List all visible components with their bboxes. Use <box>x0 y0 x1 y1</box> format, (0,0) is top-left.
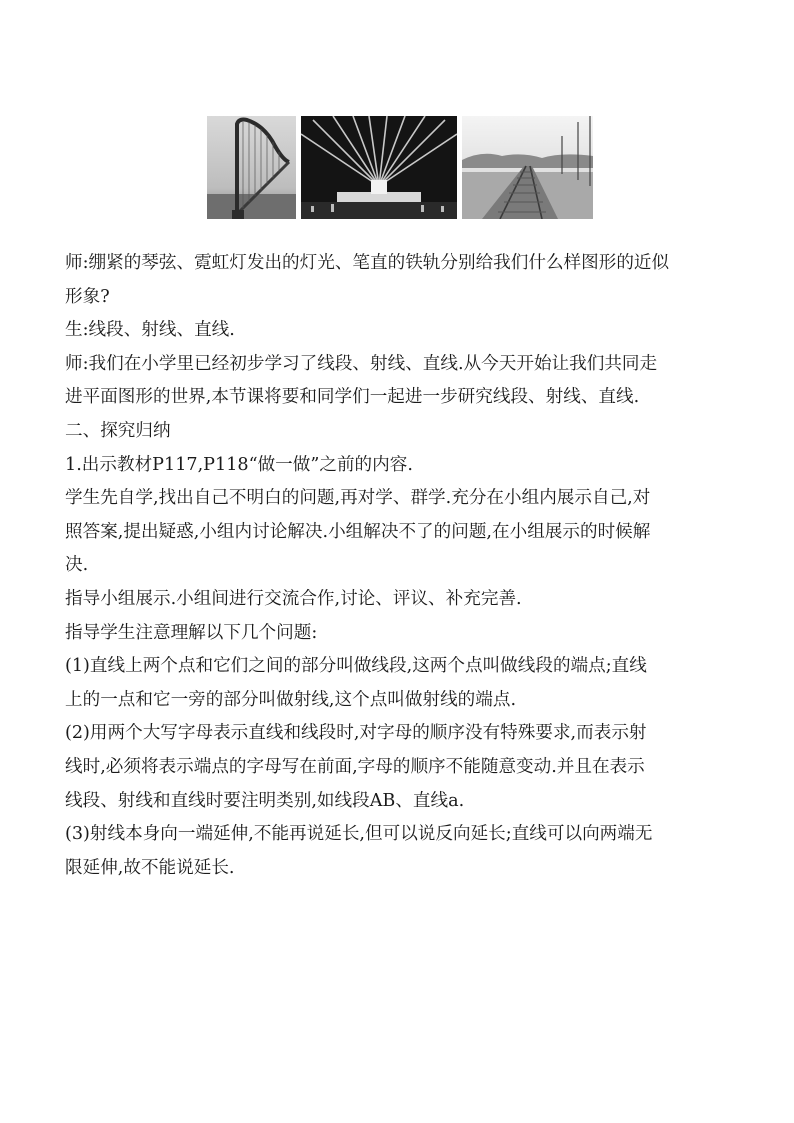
text-line: 指导小组展示.小组间进行交流合作,讨论、评议、补充完善. <box>65 588 522 609</box>
text-line: 学生先自学,找出自己不明白的问题,再对学、群学.充分在小组内展示自己,对 <box>65 488 651 509</box>
text-line: (2)用两个大写字母表示直线和线段时,对字母的顺序没有特殊要求,而表示射 <box>65 723 647 744</box>
text-line: 形象? <box>65 286 110 307</box>
neon-light-beams-photo <box>301 116 457 219</box>
text-line: (3)射线本身向一端延伸,不能再说延长,但可以说反向延长;直线可以向两端无 <box>65 824 653 845</box>
text-line: (1)直线上两个点和它们之间的部分叫做线段,这两个点叫做线段的端点;直线 <box>65 656 647 677</box>
harp-photo <box>207 116 296 219</box>
text-line: 师:我们在小学里已经初步学习了线段、射线、直线.从今天开始让我们共同走 <box>65 353 658 374</box>
text-line: 线时,必须将表示端点的字母写在前面,字母的顺序不能随意变动.并且在表示 <box>65 756 645 777</box>
text-line: 线段、射线和直线时要注明类别,如线段AB、直线a. <box>65 790 465 811</box>
text-line: 上的一点和它一旁的部分叫做射线,这个点叫做射线的端点. <box>65 689 517 710</box>
text-line: 决. <box>65 555 89 576</box>
text-line: 照答案,提出疑惑,小组内讨论解决.小组解决不了的问题,在小组展示的时候解 <box>65 521 651 542</box>
text-line: 指导学生注意理解以下几个问题: <box>65 622 318 643</box>
photo-strip <box>207 116 593 219</box>
text-line: 师:绷紧的琴弦、霓虹灯发出的灯光、笔直的铁轨分别给我们什么样图形的近似 <box>65 253 670 273</box>
text-line: 限延伸,故不能说延长. <box>65 857 235 878</box>
section-heading: 二、探究归纳 <box>65 420 171 441</box>
text-line: 进平面图形的世界,本节课将要和同学们一起进一步研究线段、射线、直线. <box>65 387 640 408</box>
text-line: 1.出示教材P117,P118“做一做”之前的内容. <box>65 454 413 475</box>
railway-track-photo <box>462 116 593 219</box>
text-line: 生:线段、射线、直线. <box>65 320 235 341</box>
lesson-text <box>65 247 729 885</box>
